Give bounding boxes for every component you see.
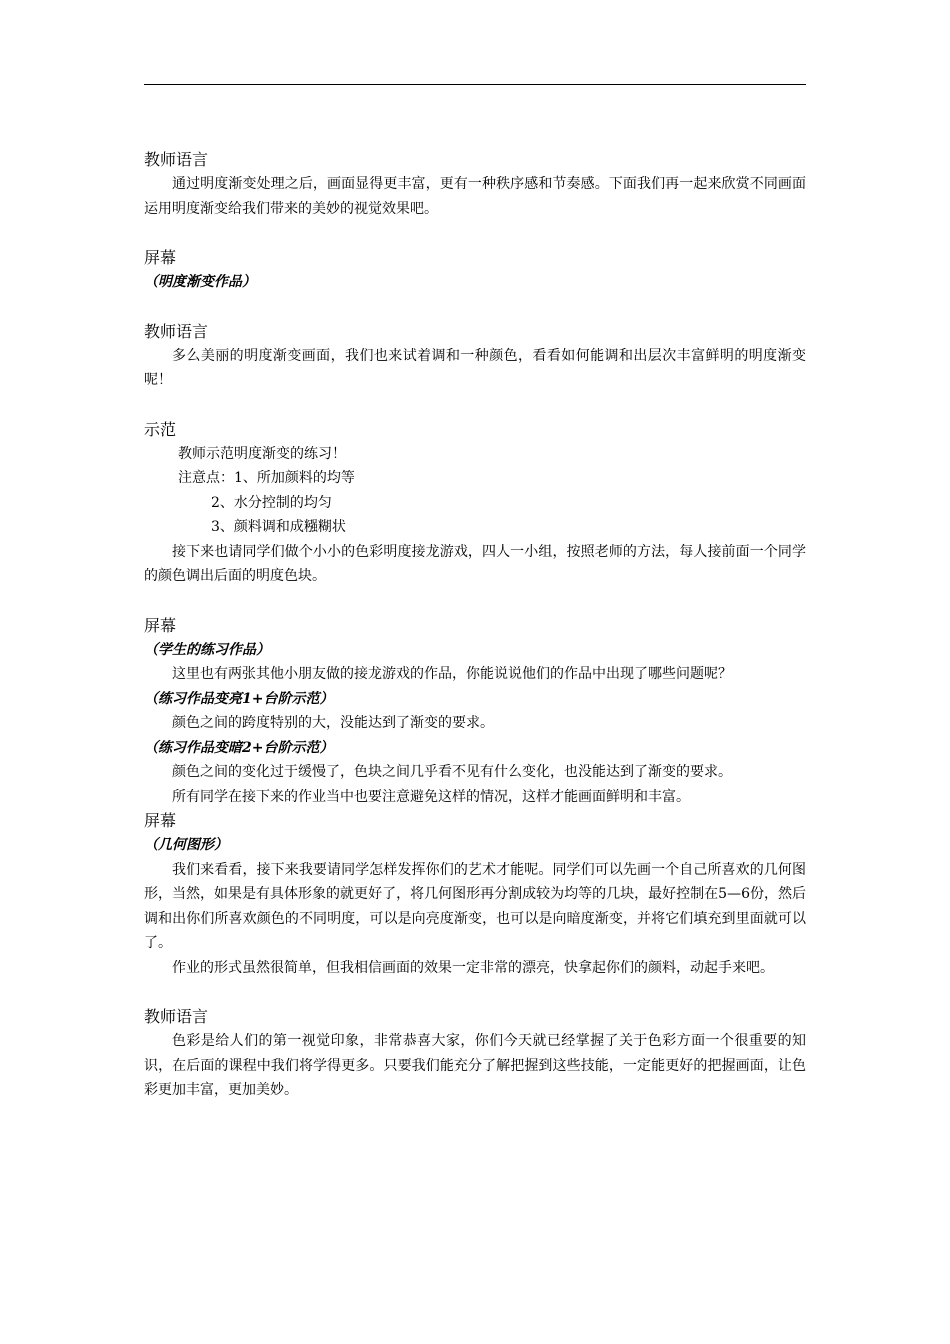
section-screen-2 <box>144 614 806 810</box>
screen-note: （学生的练习作品） <box>144 641 270 658</box>
screen-note: （几何图形） <box>144 837 228 853</box>
section-heading: 教师语言 <box>144 321 209 341</box>
section-heading: 屏幕 <box>144 615 177 635</box>
section-screen-3 <box>144 809 806 980</box>
screen-note: （练习作品变亮1+台阶示范） <box>144 690 334 707</box>
section-heading: 屏幕 <box>144 811 177 830</box>
paragraph: 所有同学在接下来的作业当中也要注意避免这样的情况，这样才能画面鲜明和丰富。 <box>172 788 690 805</box>
section-teacher-speech-3 <box>144 1005 806 1103</box>
paragraph: 色彩是给人们的第一视觉印象，非常恭喜大家，你们今天就已经掌握了关于色彩方面一个很重要的知识，在后面的课程中我们将学得更多。只要我们能充分了解把握到这些技能，一定能更好的把握画面，让色彩更加丰富，更加美妙。 <box>144 1033 806 1098</box>
paragraph: 多么美丽的明度渐变画面，我们也来试着调和一种颜色，看看如何能调和出层次丰富鲜明的明度渐变呢！ <box>144 347 806 388</box>
paragraph: 颜色之间的跨度特别的大，没能达到了渐变的要求。 <box>172 715 494 731</box>
section-teacher-speech-1 <box>144 148 806 221</box>
demo-line: 注意点：1、所加颜料的均等 <box>178 470 355 486</box>
section-heading: 教师语言 <box>144 1007 209 1026</box>
section-heading: 屏幕 <box>144 248 177 267</box>
document-body <box>144 148 806 1103</box>
section-demonstration <box>144 418 806 589</box>
header-rule <box>144 84 806 85</box>
paragraph: 颜色之间的变化过于缓慢了，色块之间几乎看不见有什么变化，也没能达到了渐变的要求。 <box>172 764 732 780</box>
screen-note: （明度渐变作品） <box>144 274 256 290</box>
section-teacher-speech-2 <box>144 320 806 393</box>
screen-note: （练习作品变暗2+台阶示范） <box>144 739 334 756</box>
paragraph: 接下来也请同学们做个小小的色彩明度接龙游戏，四人一小组，按照老师的方法，每人接前面一个同学的颜色调出后面的明度色块。 <box>144 543 806 584</box>
demo-line: 3、颜料调和成糨糊状 <box>211 519 346 535</box>
section-heading: 示范 <box>144 419 177 439</box>
paragraph: 通过明度渐变处理之后，画面显得更丰富，更有一种秩序感和节奏感。下面我们再一起来欣赏不同画面运用明度渐变给我们带来的美妙的视觉效果吧。 <box>144 176 806 217</box>
demo-line: 教师示范明度渐变的练习！ <box>178 445 346 462</box>
paragraph: 作业的形式虽然很简单，但我相信画面的效果一定非常的漂亮，快拿起你们的颜料，动起手来吧。 <box>172 959 774 976</box>
paragraph: 这里也有两张其他小朋友做的接龙游戏的作品，你能说说他们的作品中出现了哪些问题呢？ <box>172 666 732 682</box>
section-heading: 教师语言 <box>144 150 209 169</box>
demo-line: 2、水分控制的均匀 <box>211 494 332 511</box>
section-screen-1 <box>144 246 806 295</box>
paragraph: 我们来看看，接下来我要请同学怎样发挥你们的艺术才能呢。同学们可以先画一个自己所喜欢的几何图形，当然，如果是有具体形象的就更好了，将几何图形再分割成较为均等的几块，最好控制在5—6份，然后调和出你们所喜欢颜色的不同明度，可以是向亮度渐变，也可以是向暗度渐变，并将它们填充到里面就可以了。 <box>144 861 806 951</box>
